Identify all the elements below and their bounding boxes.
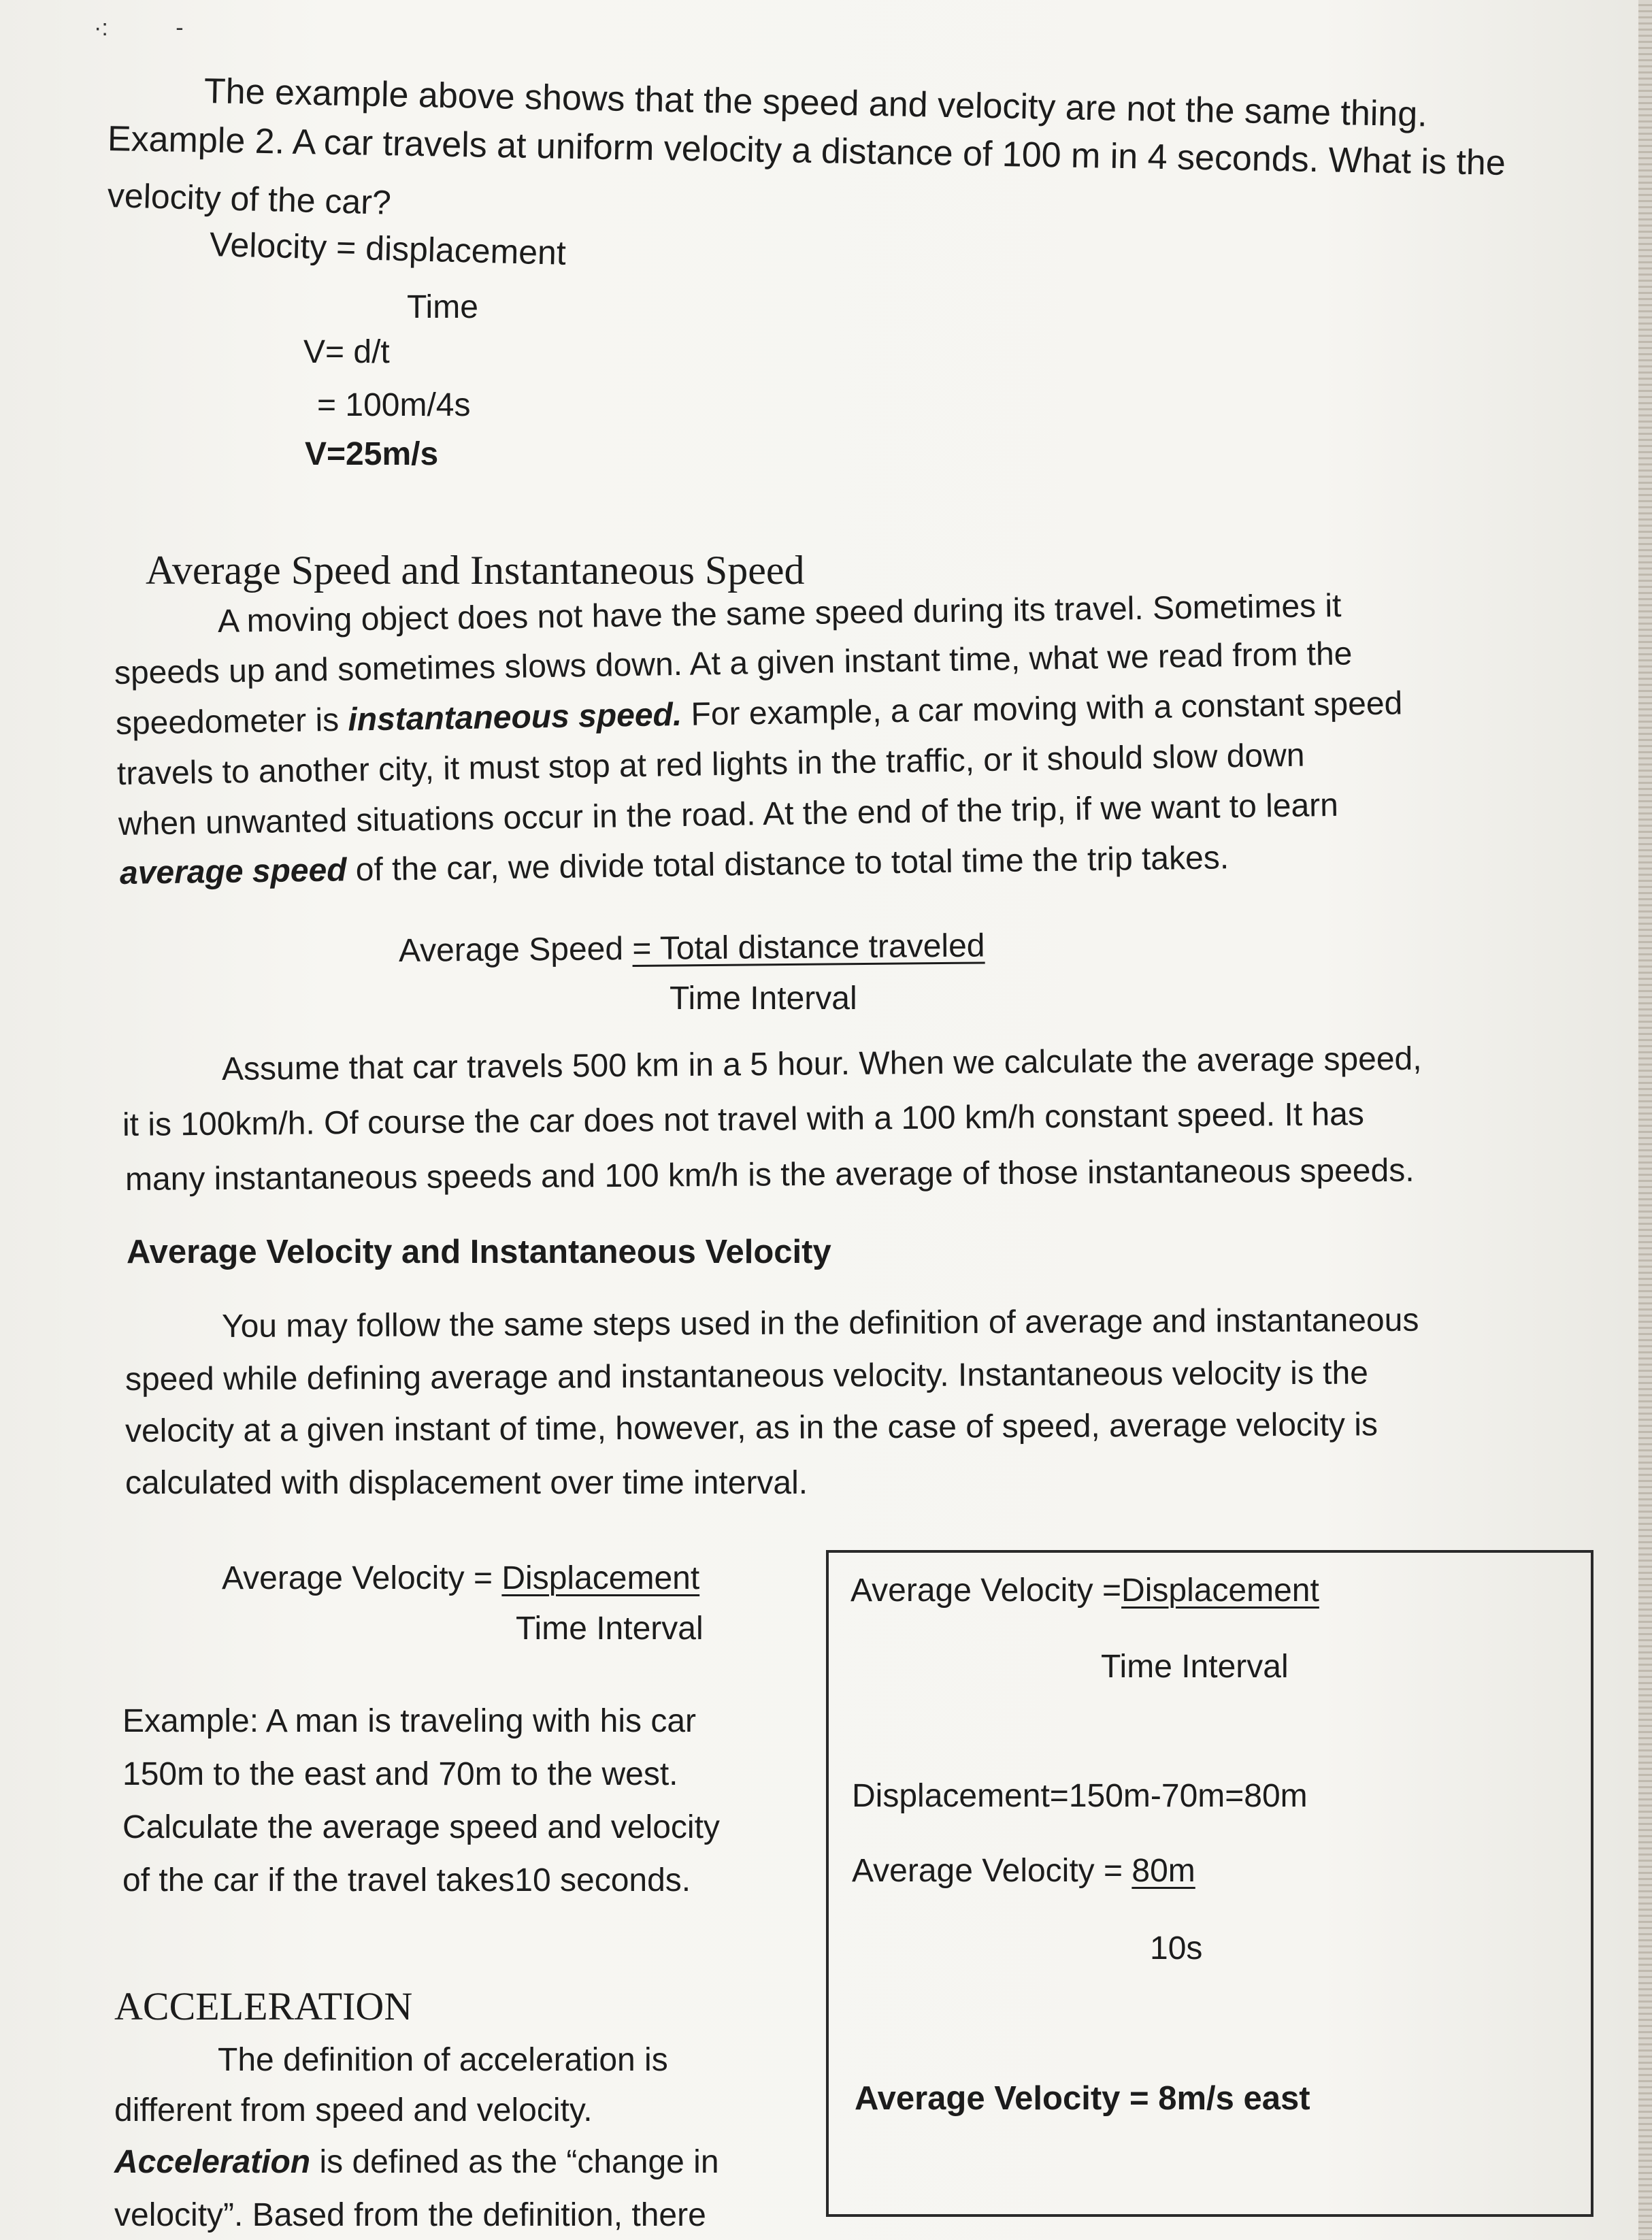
text-run: speedometer is (115, 702, 348, 742)
page-edge (1638, 0, 1652, 2240)
avg-speed-heading: Average Speed and Instantaneous Speed (146, 548, 805, 593)
average-speed-term: average speed (119, 852, 347, 891)
avg-speed-p2-line-1: Assume that car travels 500 km in a 5 hour. When we calculate the average speed, (221, 1040, 1422, 1087)
velocity-formula-numerator: Velocity = displacement (209, 225, 567, 272)
acceleration-line-1: The definition of acceleration is (218, 2042, 668, 2078)
avg-speed-line-6 (120, 842, 1229, 890)
avg-speed-line-4: travels to another city, it must stop at red lights in the traffic, or it should slow down (116, 737, 1305, 792)
avg-speed-line-5: when unwanted situations occur in the road. At the end of the trip, if we want to learn (118, 787, 1339, 842)
box-displacement: Displacement=150m-70m=80m (852, 1778, 1308, 1814)
acceleration-line-4: velocity”. Based from the definition, there (114, 2197, 706, 2233)
example-2-question-line-2: velocity of the car? (107, 176, 392, 222)
velocity-step-2: = 100m/4s (317, 387, 471, 423)
box-formula-denominator: Time Interval (1101, 1649, 1289, 1685)
dot-mark: ·: (94, 15, 108, 41)
box-avg-numerator: 80m (1131, 1853, 1195, 1889)
acceleration-term: Acceleration (114, 2144, 311, 2180)
box-formula-label: Average Velocity = (850, 1572, 1122, 1609)
intro-line-1: The example above shows that the speed and velocity are not the same thing. (203, 71, 1428, 135)
avg-speed-line-1: A moving object does not have the same speed during its travel. Sometimes it (217, 587, 1342, 640)
avg-velocity-line-1: You may follow the same steps used in the definition of average and instantaneous (221, 1302, 1419, 1345)
velocity-result: V=25m/s (305, 436, 439, 472)
avg-velocity-formula-label: Average Velocity = (222, 1560, 502, 1596)
acceleration-line-3 (114, 2146, 719, 2179)
avg-speed-p2-line-3: many instantaneous speeds and 100 km/h is the average of those instantaneous speeds. (125, 1152, 1415, 1198)
acceleration-heading: ACCELERATION (114, 1984, 413, 2028)
avg-speed-line-2: speeds up and sometimes slows down. At a given instant time, what we read from the (114, 636, 1353, 691)
example-2-question-line-1: Example 2. A car travels at uniform velocity a distance of 100 m in 4 seconds. What is the (107, 119, 1506, 183)
text-run: of the car, we divide total distance to total time the trip takes. (346, 840, 1229, 889)
box-avg-label: Average Velocity = (852, 1853, 1132, 1889)
text-run: For example, a car moving with a constant speed (681, 685, 1403, 733)
avg-speed-p2-line-2: it is 100km/h. Of course the car does not travel with a 100 km/h constant speed. It has (122, 1096, 1365, 1143)
avg-speed-formula-label: Average Speed (398, 931, 633, 969)
avg-velocity-formula (222, 1562, 699, 1595)
acceleration-line-2: different from speed and velocity. (114, 2092, 593, 2128)
example-line-4: of the car if the travel takes10 seconds. (122, 1862, 691, 1898)
instantaneous-speed-term: instantaneous speed. (348, 696, 682, 738)
dash-mark: - (176, 15, 184, 41)
avg-speed-formula-denominator: Time Interval (670, 981, 857, 1017)
avg-velocity-line-2: speed while defining average and instantaneous velocity. Instantaneous velocity is the (125, 1355, 1369, 1398)
avg-velocity-heading: Average Velocity and Instantaneous Velocity (127, 1234, 831, 1270)
velocity-formula-denominator: Time (407, 289, 478, 325)
text-run: is defined as the “change in (310, 2144, 719, 2180)
box-formula-numerator: Displacement (1121, 1572, 1319, 1609)
box-avg-velocity (852, 1855, 1195, 1888)
avg-velocity-formula-denominator: Time Interval (516, 1611, 704, 1647)
avg-speed-line-3 (116, 687, 1403, 740)
box-formula (850, 1572, 1319, 1609)
avg-velocity-line-4: calculated with displacement over time interval. (125, 1465, 808, 1501)
example-line-2: 150m to the east and 70m to the west. (122, 1756, 678, 1792)
example-line-1: Example: A man is traveling with his car (122, 1703, 697, 1739)
avg-velocity-formula-numerator: Displacement (501, 1560, 700, 1596)
avg-velocity-line-3: velocity at a given instant of time, however, as in the case of speed, average velocity is (125, 1406, 1378, 1449)
velocity-step-1: V= d/t (303, 334, 390, 370)
box-avg-denominator: 10s (1150, 1930, 1203, 1966)
example-line-3: Calculate the average speed and velocity (122, 1809, 720, 1845)
corner-marks (94, 15, 245, 42)
box-answer: Average Velocity = 8m/s east (855, 2080, 1310, 2117)
avg-speed-formula-numerator: = Total distance traveled (632, 927, 985, 968)
avg-speed-formula (399, 929, 985, 968)
